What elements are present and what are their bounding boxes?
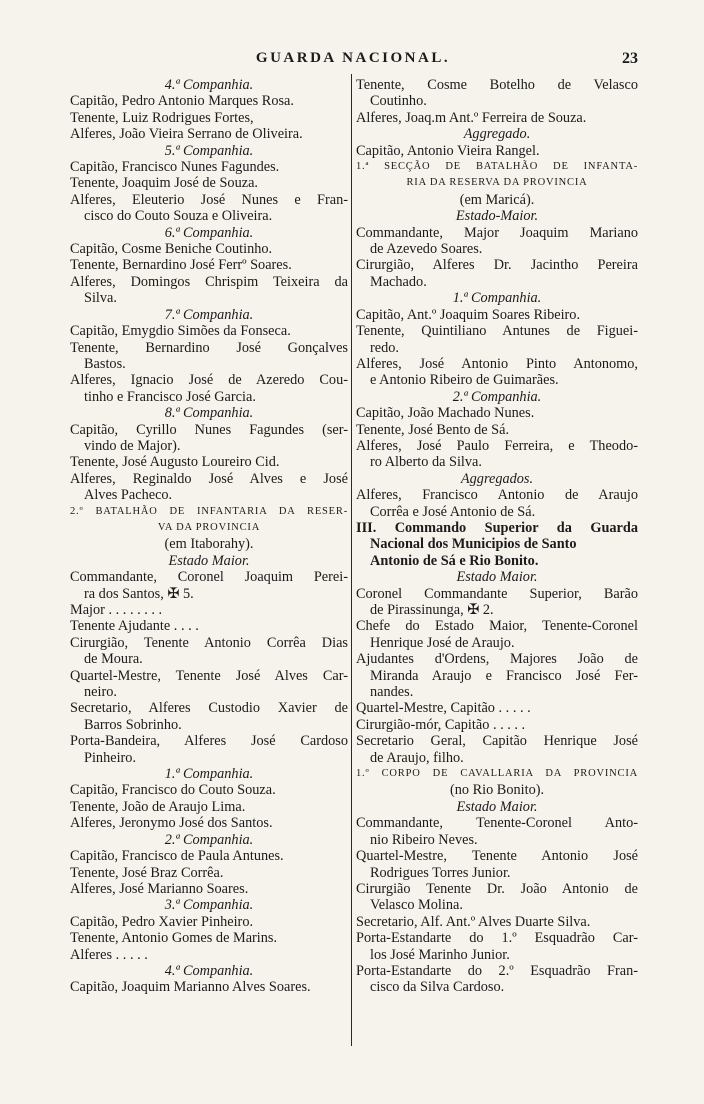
text-line: (no Rio Bonito).: [449, 782, 545, 799]
text-line: Alferes, José Paulo Ferreira, e Theodo-: [356, 437, 638, 454]
section-heading: 4.ª Companhia.: [164, 77, 254, 93]
text-line: Alferes, José Antonio Pinto Antonomo,: [356, 355, 638, 372]
text-line: III. Commando Superior da Guarda: [356, 519, 638, 536]
text-line: Alferes, Francisco Antonio de Araujo: [356, 487, 638, 504]
text-line: Silva.: [84, 290, 117, 307]
text-line: Bastos.: [84, 355, 126, 372]
section-heading: 2.ª Companhia.: [452, 388, 542, 405]
text-line: Alferes, Joaq.m Ant.º Ferreira de Souza.: [356, 109, 587, 126]
text-line: ro Alberto da Silva.: [370, 454, 482, 471]
text-line: vindo de Major).: [84, 437, 181, 454]
text-line: Commandante, Coronel Joaquim Perei-: [70, 569, 348, 586]
text-line: Chefe do Estado Maior, Tenente-Coronel: [356, 618, 638, 635]
text-line: 1.ª SECÇÃO DE BATALHÃO DE INFANTA-: [356, 161, 638, 173]
section-heading: Aggregado.: [463, 126, 531, 143]
text-line: e Antonio Ribeiro de Guimarães.: [370, 372, 559, 389]
text-line: Porta-Estandarte do 1.º Esquadrão Car-: [356, 930, 638, 947]
text-line: Tenente, Cosme Botelho de Velasco: [356, 77, 638, 93]
text-line: Porta-Estandarte do 2.º Esquadrão Fran-: [356, 962, 638, 979]
section-heading: Estado Maior.: [456, 798, 538, 815]
text-line: Cirurgião Tenente Dr. João Antonio de: [356, 880, 638, 897]
text-line: Ajudantes d'Ordens, Majores João de: [356, 651, 638, 668]
text-line: Capitão, João Machado Nunes.: [356, 405, 535, 422]
text-line: Machado.: [370, 273, 427, 290]
text-line: Tenente, Quintiliano Antunes de Figuei-: [356, 323, 638, 340]
section-heading: 4.ª Companhia.: [164, 962, 254, 979]
right-column: [356, 77, 638, 996]
section-heading: 2.ª Companhia.: [164, 831, 254, 848]
text-line: Tenente, José Braz Corrêa.: [70, 864, 224, 881]
section-heading: 3.ª Companhia.: [164, 897, 254, 914]
text-line: redo.: [370, 339, 399, 356]
text-line: Barros Sobrinho.: [84, 716, 182, 733]
section-heading: 5.ª Companhia.: [164, 142, 254, 159]
text-line: Alferes, Domingos Chrispim Teixeira da: [70, 273, 348, 290]
text-line: Tenente Ajudante . . . .: [70, 618, 199, 635]
text-line: Pinheiro.: [84, 749, 137, 766]
text-line: Tenente, Bernardino José Gonçalves: [70, 339, 348, 356]
text-line: Cirurgião-mór, Capitão . . . . .: [356, 716, 526, 733]
text-line: Tenente, Luiz Rodrigues Fortes,: [70, 109, 254, 126]
text-line: Tenente, João de Araujo Lima.: [70, 798, 246, 815]
text-line: Nacional dos Municipios de Santo: [370, 536, 577, 553]
section-heading: 8.ª Companhia.: [164, 405, 254, 422]
text-line: VA DA PROVINCIA: [157, 521, 261, 533]
text-line: Commandante, Major Joaquim Mariano: [356, 224, 638, 241]
text-line: Secretario, Alf. Ant.º Alves Duarte Silva.: [356, 913, 591, 930]
text-line: Capitão, Francisco de Paula Antunes.: [70, 848, 284, 865]
text-line: Capitão, Cosme Beniche Coutinho.: [70, 241, 273, 258]
section-heading: Estado Maior.: [456, 569, 538, 586]
text-line: Capitão, Cyrillo Nunes Fagundes (ser-: [70, 421, 348, 438]
text-line: Coutinho.: [370, 93, 427, 110]
text-line: Secretario, Alferes Custodio Xavier de: [70, 700, 348, 717]
text-line: Alferes, Reginaldo José Alves e José: [70, 470, 348, 487]
text-line: cisco da Silva Cardoso.: [370, 979, 505, 996]
text-line: Alves Pacheco.: [84, 487, 173, 504]
section-heading: 1.ª Companhia.: [452, 290, 542, 307]
text-line: de Pirassinunga, ✠ 2.: [370, 602, 494, 618]
text-line: 1.º CORPO DE CAVALLARIA DA PROVINCIA: [356, 768, 638, 780]
text-line: Capitão, Joaquim Marianno Alves Soares.: [70, 979, 311, 996]
text-line: Corrêa e José Antonio de Sá.: [370, 503, 536, 520]
text-line: RIA DA RESERVA DA PROVINCIA: [406, 177, 588, 189]
text-line: Alferes, João Vieira Serrano de Oliveira.: [70, 126, 303, 143]
left-column: [70, 77, 348, 996]
text-line: Cirurgião, Alferes Dr. Jacintho Pereira: [356, 257, 638, 274]
text-line: Velasco Molina.: [370, 897, 463, 914]
text-line: Quartel-Mestre, Capitão . . . . .: [356, 700, 531, 717]
section-heading: Estado-Maior.: [455, 208, 539, 225]
text-line: Antonio de Sá e Rio Bonito.: [370, 552, 539, 569]
text-line: Major . . . . . . . .: [70, 602, 163, 618]
text-line: Alferes, José Marianno Soares.: [70, 880, 249, 897]
text-line: Capitão, Francisco Nunes Fagundes.: [70, 159, 280, 176]
text-line: Capitão, Emygdio Simões da Fonseca.: [70, 323, 291, 340]
text-line: (em Itaborahy).: [164, 536, 254, 553]
text-line: tinho e Francisco José Garcia.: [84, 388, 256, 405]
section-heading: Estado Maior.: [168, 552, 250, 569]
text-line: Miranda Araujo e Francisco José Fer-: [370, 667, 638, 684]
text-line: de Araujo, filho.: [370, 749, 464, 766]
text-line: ra dos Santos, ✠ 5.: [84, 585, 194, 602]
text-line: Capitão, Francisco do Couto Souza.: [70, 782, 276, 799]
text-line: nandes.: [370, 684, 414, 701]
text-line: Porta-Bandeira, Alferes José Cardoso: [70, 733, 348, 750]
text-line: Tenente, José Augusto Loureiro Cid.: [70, 454, 280, 471]
text-line: de Azevedo Soares.: [370, 241, 483, 258]
text-line: cisco do Couto Souza e Oliveira.: [84, 208, 273, 225]
text-line: nio Ribeiro Neves.: [370, 831, 478, 848]
text-line: Quartel-Mestre, Tenente Antonio José: [356, 848, 638, 865]
text-line: Tenente, Joaquim José de Souza.: [70, 175, 258, 192]
text-line: Capitão, Ant.º Joaquim Soares Ribeiro.: [356, 306, 581, 323]
page-number: 23: [622, 50, 638, 67]
text-line: Alferes, Ignacio José de Azeredo Cou-: [70, 372, 348, 389]
text-line: Alferes, Jeronymo José dos Santos.: [70, 815, 273, 832]
section-heading: 1.ª Companhia.: [164, 766, 254, 783]
text-line: Tenente, Bernardino José Ferrº Soares.: [70, 257, 292, 274]
text-line: Commandante, Tenente-Coronel Anto-: [356, 815, 638, 832]
text-line: Tenente, Antonio Gomes de Marins.: [70, 930, 278, 947]
text-line: Quartel-Mestre, Tenente José Alves Car-: [70, 667, 348, 684]
section-heading: Aggregados.: [460, 470, 534, 487]
text-line: Capitão, Pedro Xavier Pinheiro.: [70, 913, 254, 930]
page-header: [68, 50, 638, 72]
section-heading: 7.ª Companhia.: [164, 306, 254, 323]
column-divider: [351, 74, 352, 1046]
running-title: GUARDA NACIONAL.: [255, 50, 451, 66]
text-line: Tenente, José Bento de Sá.: [356, 421, 510, 438]
text-line: Alferes, Eleuterio José Nunes e Fran-: [70, 191, 348, 208]
text-line: (em Maricá).: [459, 191, 535, 208]
text-line: de Moura.: [84, 651, 143, 668]
text-line: Cirurgião, Tenente Antonio Corrêa Dias: [70, 634, 348, 651]
text-line: Coronel Commandante Superior, Barão: [356, 585, 638, 602]
text-line: 2.º BATALHÃO DE INFANTARIA DA RESER-: [70, 505, 348, 517]
section-heading: 6.ª Companhia.: [164, 224, 254, 241]
text-line: neiro.: [84, 684, 117, 701]
text-line: Capitão, Pedro Antonio Marques Rosa.: [70, 93, 294, 110]
text-line: Capitão, Antonio Vieira Rangel.: [356, 142, 540, 159]
text-line: Henrique José de Araujo.: [370, 634, 515, 651]
text-line: Rodrigues Torres Junior.: [370, 864, 511, 881]
text-line: los José Marinho Junior.: [370, 946, 510, 963]
text-line: Secretario Geral, Capitão Henrique José: [356, 733, 638, 750]
text-line: Alferes . . . . .: [70, 946, 148, 963]
